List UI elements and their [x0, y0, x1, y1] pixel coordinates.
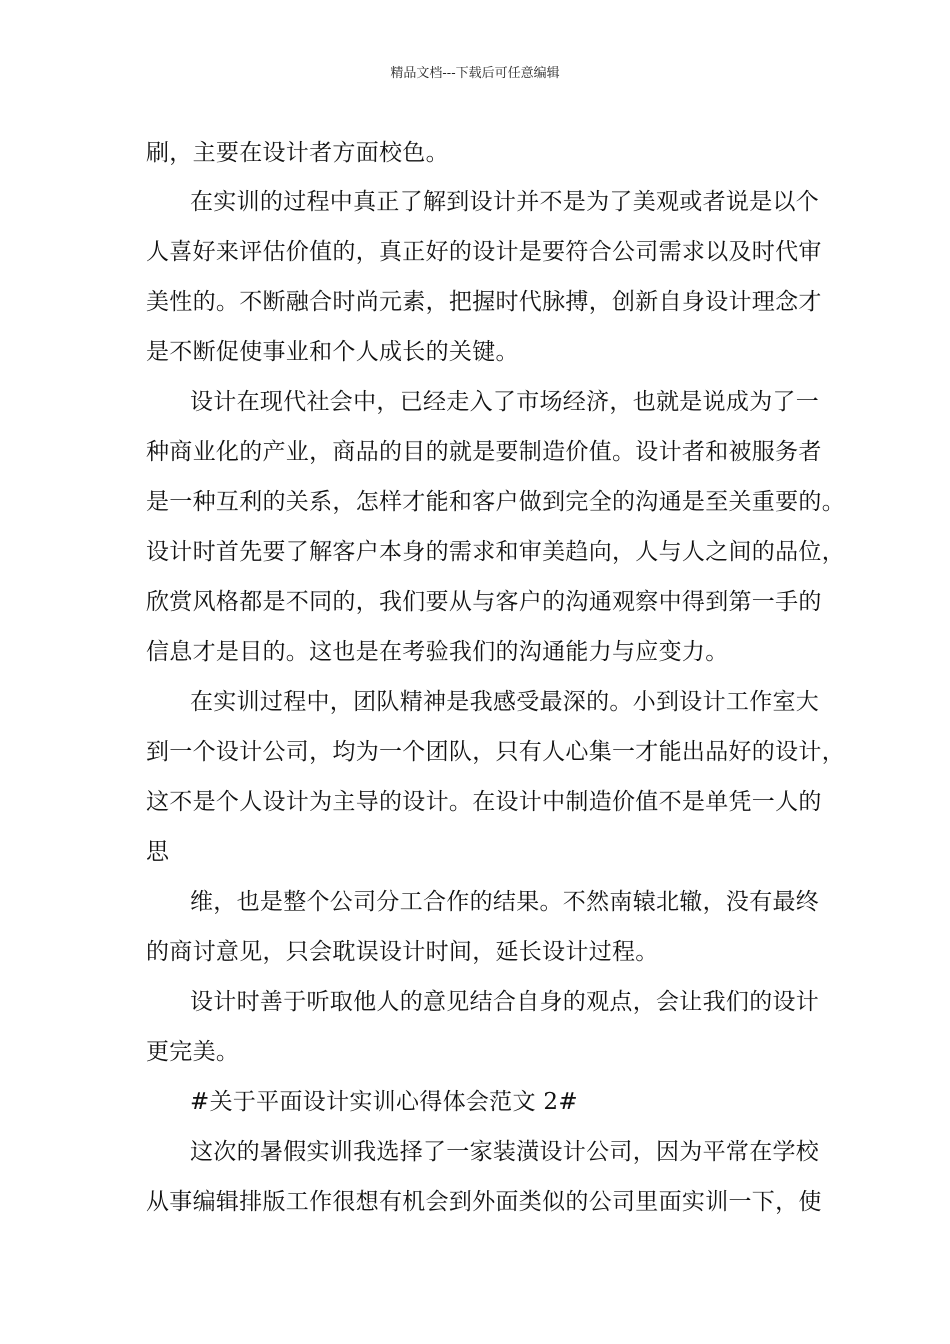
text-line: 这次的暑假实训我选择了一家装潢设计公司，因为平常在学校	[190, 1139, 820, 1165]
text-line: 是一种互利的关系，怎样才能和客户做到完全的沟通是至关重要的。	[146, 489, 845, 515]
text-line: 这不是个人设计为主导的设计。在设计中制造价值不是单凭一人的	[146, 789, 822, 815]
text-line: 设计时首先要了解客户本身的需求和审美趋向，人与人之间的品位，	[146, 539, 845, 565]
text-line: 人喜好来评估价值的，真正好的设计是要符合公司需求以及时代审	[146, 239, 822, 265]
text-line: 设计在现代社会中，已经走入了市场经济，也就是说成为了一	[190, 389, 820, 415]
text-line: 信息才是目的。这也是在考验我们的沟通能力与应变力。	[146, 639, 729, 665]
text-line: 美性的。不断融合时尚元素，把握时代脉搏，创新自身设计理念才	[146, 289, 822, 315]
text-line: 更完美。	[146, 1039, 240, 1065]
text-line: 的商讨意见，只会耽误设计时间，延长设计过程。	[146, 939, 659, 965]
text-line: 从事编辑排版工作很想有机会到外面类似的公司里面实训一下，使	[146, 1189, 822, 1215]
text-line: 欣赏风格都是不同的，我们要从与客户的沟通观察中得到第一手的	[146, 589, 822, 615]
text-line: 到一个设计公司，均为一个团队，只有人心集一才能出品好的设计，	[146, 739, 845, 765]
text-line: 刷，主要在设计者方面校色。	[146, 140, 449, 166]
text-line: 维，也是整个公司分工合作的结果。不然南辕北辙，没有最终	[190, 889, 820, 915]
page-header: 精品文档---下载后可任意编辑	[390, 66, 560, 81]
text-line: 是不断促使事业和个人成长的关键。	[146, 339, 519, 365]
text-line: 在实训的过程中真正了解到设计并不是为了美观或者说是以个	[190, 189, 820, 215]
section-heading: #关于平面设计实训心得体会范文 2#	[190, 1089, 578, 1115]
text-line: 思	[146, 839, 170, 865]
text-line: 设计时善于听取他人的意见结合自身的观点，会让我们的设计	[190, 989, 820, 1015]
text-line: 在实训过程中，团队精神是我感受最深的。小到设计工作室大	[190, 689, 820, 715]
text-line: 种商业化的产业，商品的目的就是要制造价值。设计者和被服务者	[146, 439, 822, 465]
